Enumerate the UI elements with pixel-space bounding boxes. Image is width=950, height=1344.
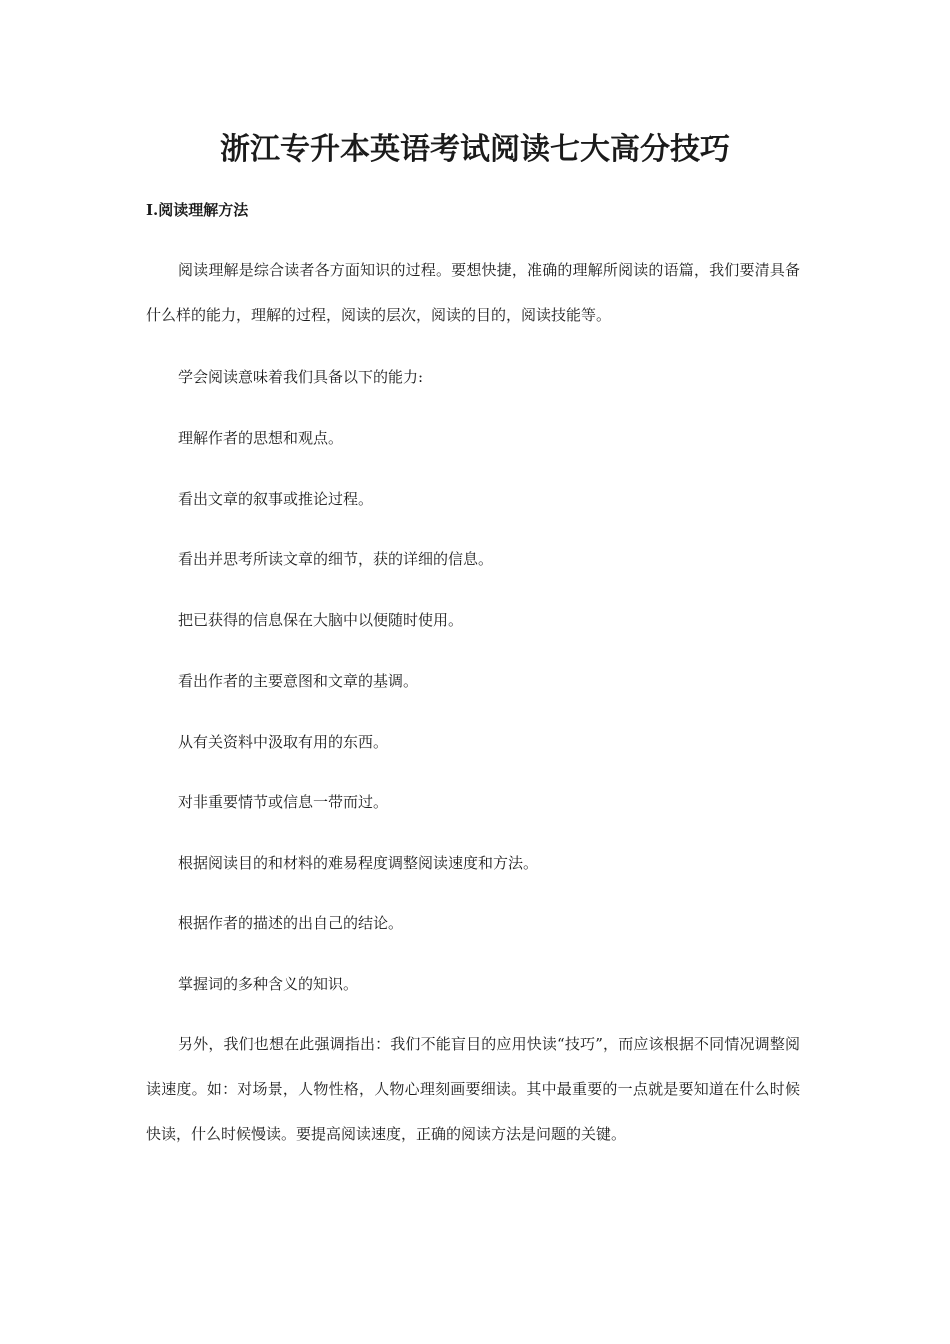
ability-item: 把已获得的信息保在大脑中以便随时使用。 <box>178 611 464 629</box>
document-title: 浙江专升本英语考试阅读七大高分技巧 <box>220 132 730 167</box>
intro-paragraph: 阅读理解是综合读者各方面知识的过程。要想快捷，准确的理解所阅读的语篇，我们要清具备什么样的能力，理解的过程，阅读的层次，阅读的目的，阅读技能等。 <box>146 261 800 324</box>
closing-paragraph: 另外，我们也想在此强调指出：我们不能盲目的应用快读“技巧”，而应该根据不同情况调整阅读速度。如：对场景，人物性格，人物心理刻画要细读。其中最重要的一点就是要知道在什么时候快读，什么时候慢读。要提高阅读速度，正确的阅读方法是问题的关键。 <box>146 1035 800 1143</box>
ability-item: 理解作者的思想和观点。 <box>178 429 344 447</box>
section-heading: Ⅰ.阅读理解方法 <box>146 201 249 219</box>
ability-item: 对非重要情节或信息一带而过。 <box>178 793 389 811</box>
ability-item: 从有关资料中汲取有用的东西。 <box>178 733 389 751</box>
ability-item: 根据阅读目的和材料的难易程度调整阅读速度和方法。 <box>178 854 539 872</box>
ability-item: 根据作者的描述的出自己的结论。 <box>178 914 404 932</box>
ability-item: 看出文章的叙事或推论过程。 <box>178 490 374 508</box>
ability-item: 掌握词的多种含义的知识。 <box>178 975 359 993</box>
ability-item: 看出作者的主要意图和文章的基调。 <box>178 672 419 690</box>
abilities-lead: 学会阅读意味着我们具备以下的能力: <box>178 368 424 386</box>
ability-item: 看出并思考所读文章的细节，获的详细的信息。 <box>178 550 494 568</box>
